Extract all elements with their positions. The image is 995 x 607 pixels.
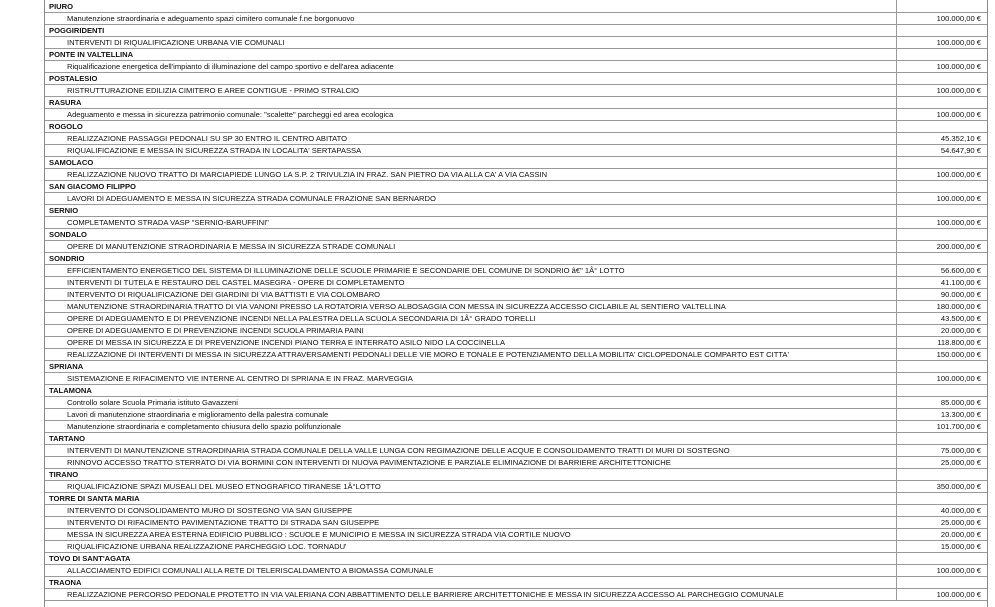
municipality-row xyxy=(45,72,987,84)
project-row xyxy=(45,480,987,492)
project-amount[interactable]: 350.000,00 € xyxy=(896,480,987,492)
municipality-row xyxy=(45,360,987,372)
project-amount[interactable]: 40.000,00 € xyxy=(896,504,987,516)
project-description[interactable]: OPERE DI MANUTENZIONE STRAORDINARIA E MESSA IN SICUREZZA STRADE COMUNALI xyxy=(45,240,896,252)
project-description[interactable]: OPERE DI ADEGUAMENTO E DI PREVENZIONE INCENDI SCUOLA PRIMARIA PAINI xyxy=(45,324,896,336)
project-description[interactable]: RIQUALIFICAZIONE E MESSA IN SICUREZZA STRADA IN LOCALITA' SERTAPASSA xyxy=(45,144,896,156)
amount-cell-empty[interactable] xyxy=(896,48,987,60)
project-row xyxy=(45,504,987,516)
municipality-name[interactable]: RASURA xyxy=(45,96,896,108)
municipality-row xyxy=(45,24,987,36)
project-amount[interactable]: 180.000,00 € xyxy=(896,300,987,312)
project-row xyxy=(45,216,987,228)
municipality-name[interactable]: TALAMONA xyxy=(45,384,896,396)
project-row xyxy=(45,396,987,408)
project-description[interactable]: REALIZZAZIONE PASSAGGI PEDONALI SU SP 30 ENTRO IL CENTRO ABITATO xyxy=(45,132,896,144)
amount-cell-empty[interactable] xyxy=(896,24,987,36)
project-amount[interactable]: 20.000,00 € xyxy=(896,528,987,540)
project-amount[interactable]: 200.000,00 € xyxy=(896,240,987,252)
project-amount[interactable]: 100.000,00 € xyxy=(896,564,987,576)
municipality-row xyxy=(45,96,987,108)
project-description[interactable]: MANUTENZIONE STRAORDINARIA TRATTO DI VIA VANONI PRESSO LA ROTATORIA VERSO ALBOSAGGIA CON MESSA IN SICUREZZA ACCESSO CICLABILE AL SENTIERO VALTELLINA xyxy=(45,300,896,312)
project-description[interactable]: COMPLETAMENTO STRADA VASP "SERNIO-BARUFFINI" xyxy=(45,216,896,228)
project-description[interactable]: MESSA IN SICUREZZA AREA ESTERNA EDIFICIO PUBBLICO : SCUOLE E MUNICIPIO E MESSA IN SICUREZZA STRADA VIA CORTILE NUOVO xyxy=(45,528,896,540)
municipality-row xyxy=(45,252,987,264)
project-row xyxy=(45,144,987,156)
project-amount[interactable]: 100.000,00 € xyxy=(896,36,987,48)
table-body xyxy=(45,0,987,600)
project-row xyxy=(45,336,987,348)
municipality-name[interactable]: SPRIANA xyxy=(45,360,896,372)
project-description[interactable]: Manutenzione straordinaria e completamento chiusura dello spazio polifunzionale xyxy=(45,420,896,432)
project-description[interactable]: RINNOVO ACCESSO TRATTO STERRATO DI VIA BORMINI CON INTERVENTI DI NUOVA PAVIMENTAZIONE E PARZIALE ELIMINAZIONE DI BARRIERE ARCHITETTONICHE xyxy=(45,456,896,468)
project-amount[interactable]: 100.000,00 € xyxy=(896,588,987,600)
municipality-row xyxy=(45,0,987,12)
project-row xyxy=(45,192,987,204)
project-row xyxy=(45,300,987,312)
municipality-name[interactable]: TARTANO xyxy=(45,432,896,444)
project-description[interactable]: OPERE DI ADEGUAMENTO E DI PREVENZIONE INCENDI NELLA PALESTRA DELLA SCUOLA SECONDARIA DI 1Â° GRADO TORELLI xyxy=(45,312,896,324)
project-amount[interactable]: 54.647,90 € xyxy=(896,144,987,156)
project-row xyxy=(45,444,987,456)
project-description[interactable]: RIQUALIFICAZIONE SPAZI MUSEALI DEL MUSEO ETNOGRAFICO TIRANESE 1Â°LOTTO xyxy=(45,480,896,492)
project-row xyxy=(45,540,987,552)
project-description[interactable]: RISTRUTTURAZIONE EDILIZIA CIMITERO E AREE CONTIGUE - PRIMO STRALCIO xyxy=(45,84,896,96)
project-amount[interactable]: 43.500,00 € xyxy=(896,312,987,324)
amount-cell-empty[interactable] xyxy=(896,432,987,444)
municipality-row xyxy=(45,432,987,444)
municipality-row xyxy=(45,228,987,240)
project-description[interactable]: INTERVENTO DI RIQUALIFICAZIONE DEI GIARDINI DI VIA BATTISTI E VIA COLOMBARO xyxy=(45,288,896,300)
spreadsheet-sheet xyxy=(44,0,988,607)
municipality-name[interactable]: POSTALESIO xyxy=(45,72,896,84)
project-description[interactable]: REALIZZAZIONE DI INTERVENTI DI MESSA IN SICUREZZA ATTRAVERSAMENTI PEDONALI DELLE VIE MORO E TONALE E POTENZIAMENTO DELLA MOBILITA' CICLOPEDONALE COMPARTO EST CITTA' xyxy=(45,348,896,360)
project-row xyxy=(45,132,987,144)
project-description[interactable]: Lavori di manutenzione straordinaria e miglioramento della palestra comunale xyxy=(45,408,896,420)
project-row xyxy=(45,168,987,180)
project-description[interactable]: INTERVENTI DI RIQUALIFICAZIONE URBANA VIE COMUNALI xyxy=(45,36,896,48)
municipality-name[interactable]: SONDRIO xyxy=(45,252,896,264)
project-row xyxy=(45,288,987,300)
project-description[interactable]: LAVORI DI ADEGUAMENTO E MESSA IN SICUREZZA STRADA COMUNALE FRAZIONE SAN BERNARDO xyxy=(45,192,896,204)
municipality-name[interactable]: ROGOLO xyxy=(45,120,896,132)
project-description[interactable]: OPERE DI MESSA IN SICUREZZA E DI PREVENZIONE INCENDI PIANO TERRA E INTERRATO ASILO NIDO LA COCCINELLA xyxy=(45,336,896,348)
project-row xyxy=(45,456,987,468)
project-amount[interactable]: 15.000,00 € xyxy=(896,540,987,552)
project-description[interactable]: Manutenzione straordinaria e adeguamento spazi cimitero comunale f.ne borgonuovo xyxy=(45,12,896,24)
project-amount[interactable]: 25.000,00 € xyxy=(896,516,987,528)
project-description[interactable]: INTERVENTO DI CONSOLIDAMENTO MURO DI SOSTEGNO VIA SAN GIUSEPPE xyxy=(45,504,896,516)
project-amount[interactable]: 41.100,00 € xyxy=(896,276,987,288)
amount-cell-empty[interactable] xyxy=(896,204,987,216)
project-amount[interactable]: 118.800,00 € xyxy=(896,336,987,348)
amount-cell-empty[interactable] xyxy=(896,96,987,108)
project-description[interactable]: EFFICIENTAMENTO ENERGETICO DEL SISTEMA DI ILLUMINAZIONE DELLE SCUOLE PRIMARIE E SECONDARIE DEL COMUNE DI SONDRIO â€" 1Â° LOTTO xyxy=(45,264,896,276)
municipality-row xyxy=(45,180,987,192)
project-row xyxy=(45,564,987,576)
project-row xyxy=(45,240,987,252)
municipality-row xyxy=(45,384,987,396)
project-row xyxy=(45,348,987,360)
project-amount[interactable]: 20.000,00 € xyxy=(896,324,987,336)
municipality-row xyxy=(45,120,987,132)
project-description[interactable]: REALIZZAZIONE PERCORSO PEDONALE PROTETTO IN VIA VALERIANA CON ABBATTIMENTO DELLE BARRIERE ARCHITETTONICHE E MESSA IN SICUREZZA ACCESSO AL PARCHEGGIO COMUNALE xyxy=(45,588,896,600)
municipality-row xyxy=(45,492,987,504)
project-row xyxy=(45,588,987,600)
project-description[interactable]: Riqualificazione energetica dell'impianto di illuminazione del campo sportivo e dell'area adiacente xyxy=(45,60,896,72)
amount-cell-empty[interactable] xyxy=(896,552,987,564)
project-row xyxy=(45,528,987,540)
project-row xyxy=(45,12,987,24)
project-amount[interactable]: 100.000,00 € xyxy=(896,60,987,72)
project-row xyxy=(45,324,987,336)
project-amount[interactable]: 100.000,00 € xyxy=(896,84,987,96)
project-description[interactable]: Adeguamento e messa in sicurezza patrimonio comunale: "scalette" parcheggi ed area ecologica xyxy=(45,108,896,120)
municipality-row xyxy=(45,48,987,60)
project-description[interactable]: SISTEMAZIONE E RIFACIMENTO VIE INTERNE AL CENTRO DI SPRIANA E IN FRAZ. MARVEGGIA xyxy=(45,372,896,384)
project-amount[interactable]: 100.000,00 € xyxy=(896,192,987,204)
project-amount[interactable]: 101.700,00 € xyxy=(896,420,987,432)
project-row xyxy=(45,372,987,384)
project-amount[interactable]: 100.000,00 € xyxy=(896,168,987,180)
municipality-name[interactable]: TORRE DI SANTA MARIA xyxy=(45,492,896,504)
project-description[interactable]: INTERVENTI DI MANUTENZIONE STRAORDINARIA STRADA COMUNALE DELLA VALLE LUNGA CON REGIMAZIONE DELLE ACQUE E CONSOLIDAMENTO TRATTI DI MURI DI SOSTEGNO xyxy=(45,444,896,456)
municipality-row xyxy=(45,552,987,564)
municipality-name[interactable]: TRAONA xyxy=(45,576,896,588)
project-row xyxy=(45,36,987,48)
project-amount[interactable]: 150.000,00 € xyxy=(896,348,987,360)
project-description[interactable]: INTERVENTO DI RIFACIMENTO PAVIMENTAZIONE TRATTO DI STRADA SAN GIUSEPPE xyxy=(45,516,896,528)
project-amount[interactable]: 100.000,00 € xyxy=(896,12,987,24)
project-description[interactable]: ALLACCIAMENTO EDIFICI COMUNALI ALLA RETE DI TELERISCALDAMENTO A BIOMASSA COMUNALE xyxy=(45,564,896,576)
amount-cell-empty[interactable] xyxy=(896,228,987,240)
project-amount[interactable]: 25.000,00 € xyxy=(896,456,987,468)
project-amount[interactable]: 100.000,00 € xyxy=(896,372,987,384)
municipality-name[interactable]: SONDALO xyxy=(45,228,896,240)
project-row xyxy=(45,264,987,276)
municipality-row xyxy=(45,204,987,216)
project-row xyxy=(45,276,987,288)
municipality-name[interactable]: SAMOLACO xyxy=(45,156,896,168)
municipality-name[interactable]: PONTE IN VALTELLINA xyxy=(45,48,896,60)
project-amount[interactable]: 90.000,00 € xyxy=(896,288,987,300)
project-description[interactable]: RIQUALIFICAZIONE URBANA REALIZZAZIONE PARCHEGGIO LOC. TORNADU' xyxy=(45,540,896,552)
project-description[interactable]: Controllo solare Scuola Primaria istituto Gavazzeni xyxy=(45,396,896,408)
project-row xyxy=(45,84,987,96)
project-amount[interactable]: 85.000,00 € xyxy=(896,396,987,408)
project-row xyxy=(45,312,987,324)
municipality-name[interactable]: SAN GIACOMO FILIPPO xyxy=(45,180,896,192)
amount-cell-empty[interactable] xyxy=(896,492,987,504)
project-amount[interactable]: 13.300,00 € xyxy=(896,408,987,420)
project-amount[interactable]: 56.600,00 € xyxy=(896,264,987,276)
amount-cell-empty[interactable] xyxy=(896,360,987,372)
municipality-name[interactable]: POGGIRIDENTI xyxy=(45,24,896,36)
municipality-row xyxy=(45,468,987,480)
amount-cell-empty[interactable] xyxy=(896,72,987,84)
municipality-name[interactable]: PIURO xyxy=(45,0,896,12)
project-row xyxy=(45,420,987,432)
municipality-name[interactable]: TIRANO xyxy=(45,468,896,480)
municipality-row xyxy=(45,156,987,168)
project-description[interactable]: REALIZZAZIONE NUOVO TRATTO DI MARCIAPIEDE LUNGO LA S.P. 2 TRIVULZIA IN FRAZ. SAN PIETRO DA VIA ALLA CA' A VIA CASSIN xyxy=(45,168,896,180)
amount-cell-empty[interactable] xyxy=(896,120,987,132)
amount-cell-empty[interactable] xyxy=(896,180,987,192)
amount-cell-empty[interactable] xyxy=(896,468,987,480)
amount-cell-empty[interactable] xyxy=(896,0,987,12)
project-amount[interactable]: 100.000,00 € xyxy=(896,216,987,228)
project-row xyxy=(45,516,987,528)
municipality-row xyxy=(45,576,987,588)
municipality-name[interactable]: SERNIO xyxy=(45,204,896,216)
project-amount[interactable]: 45.352,10 € xyxy=(896,132,987,144)
amount-cell-empty[interactable] xyxy=(896,252,987,264)
project-amount[interactable]: 75.000,00 € xyxy=(896,444,987,456)
amount-cell-empty[interactable] xyxy=(896,156,987,168)
project-amount[interactable]: 100.000,00 € xyxy=(896,108,987,120)
funding-table xyxy=(45,0,987,601)
project-row xyxy=(45,60,987,72)
project-description[interactable]: INTERVENTI DI TUTELA E RESTAURO DEL CASTEL MASEGRA - OPERE DI COMPLETAMENTO xyxy=(45,276,896,288)
amount-cell-empty[interactable] xyxy=(896,576,987,588)
municipality-name[interactable]: TOVO DI SANT'AGATA xyxy=(45,552,896,564)
project-row xyxy=(45,108,987,120)
amount-cell-empty[interactable] xyxy=(896,384,987,396)
project-row xyxy=(45,408,987,420)
